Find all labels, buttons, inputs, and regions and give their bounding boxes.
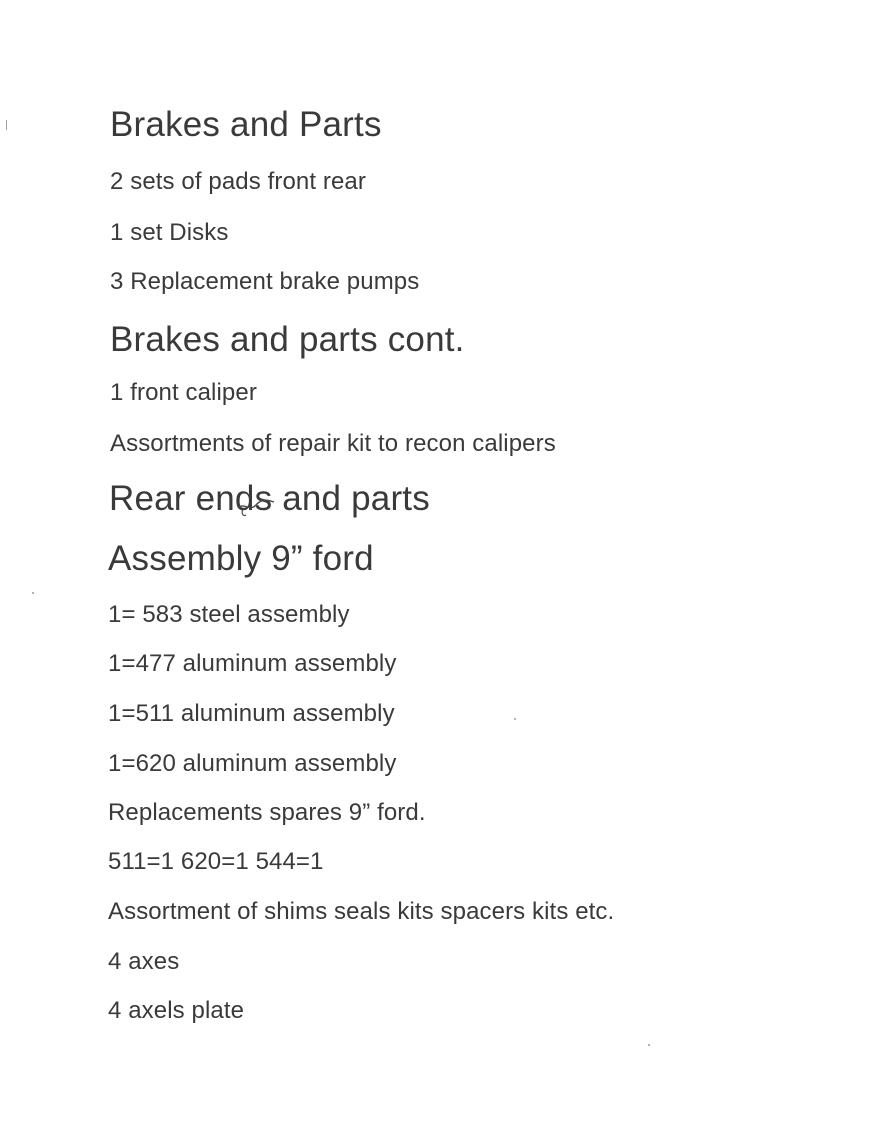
section-heading-brakes-and-parts: Brakes and Parts: [110, 105, 382, 144]
list-item: 4 axels plate: [108, 997, 245, 1024]
list-item: 1=511 aluminum assembly: [108, 700, 395, 727]
list-item: 511=1 620=1 544=1: [108, 848, 324, 875]
section-heading-brakes-and-parts-cont: Brakes and parts cont.: [110, 320, 465, 359]
list-item: 1= 583 steel assembly: [108, 601, 350, 628]
list-item: 4 axes: [108, 948, 180, 975]
scan-speck: [32, 592, 34, 594]
list-item: Assortments of repair kit to recon calipers: [110, 430, 556, 457]
list-item: 1 set Disks: [110, 219, 229, 246]
list-item: Assortment of shims seals kits spacers kits etc.: [108, 898, 615, 925]
section-heading-rear-ends-and-parts: Rear ends and parts: [109, 479, 430, 518]
scan-speck: [648, 1044, 650, 1046]
handwritten-squiggle-mark: [236, 488, 276, 518]
list-item: 2 sets of pads front rear: [110, 168, 366, 195]
list-item: 1=477 aluminum assembly: [108, 650, 397, 677]
scan-speck: [514, 718, 516, 720]
list-item: 1 front caliper: [110, 379, 257, 406]
list-item: 1=620 aluminum assembly: [108, 750, 397, 777]
scan-edge-mark: [6, 120, 7, 130]
list-item: Replacements spares 9” ford.: [108, 799, 426, 826]
section-heading-assembly-9-ford: Assembly 9” ford: [108, 539, 374, 578]
list-item: 3 Replacement brake pumps: [110, 268, 420, 295]
